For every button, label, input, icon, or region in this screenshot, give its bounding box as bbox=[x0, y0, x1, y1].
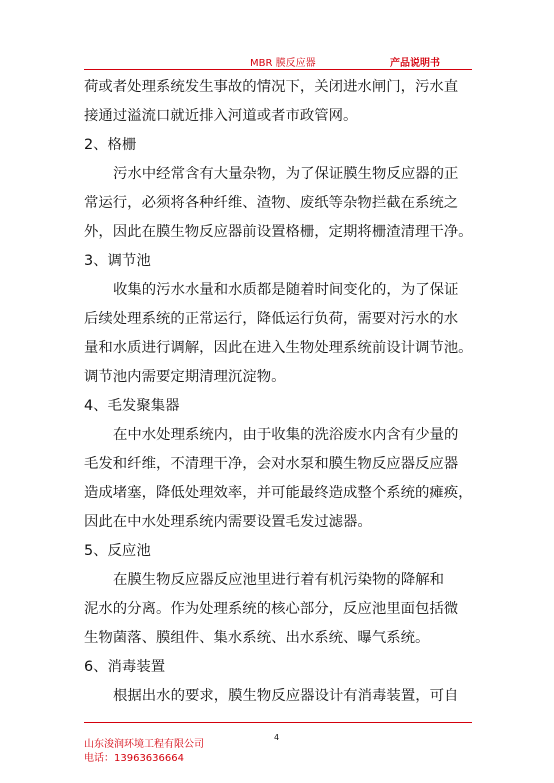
footer-divider bbox=[84, 722, 472, 723]
header-doc-type: 产品说明书 bbox=[390, 58, 440, 69]
page-number: 4 bbox=[274, 733, 280, 742]
section-heading: 3、调节池 bbox=[84, 253, 151, 269]
body-line: 收集的污水水量和水质都是随着时间变化的，为了保证 bbox=[113, 282, 459, 298]
body-line: 外，因此在膜生物反应器前设置格栅，定期将栅渣清理干净。 bbox=[84, 224, 473, 240]
body-line: 毛发和纤维，不清理干净，会对水泵和膜生物反应器反应器 bbox=[84, 456, 459, 472]
header-product-name: MBR 膜反应器 bbox=[250, 58, 316, 69]
body-line: 生物菌落、膜组件、集水系统、出水系统、曝气系统。 bbox=[84, 630, 430, 646]
body-line: 量和水质进行调解，因此在进入生物处理系统前设计调节池。 bbox=[84, 340, 473, 356]
body-line: 污水中经常含有大量杂物，为了保证膜生物反应器的正 bbox=[113, 166, 459, 182]
body-line: 在中水处理系统内，由于收集的洗浴废水内含有少量的 bbox=[113, 427, 459, 443]
footer-company: 山东浚润环境工程有限公司 bbox=[84, 739, 204, 750]
body-line: 因此在中水处理系统内需要设置毛发过滤器。 bbox=[84, 514, 372, 530]
body-line: 常运行，必须将各种纤维、渣物、废纸等杂物拦截在系统之 bbox=[84, 195, 459, 211]
body-line: 在膜生物反应器反应池里进行着有机污染物的降解和 bbox=[113, 572, 444, 588]
section-heading: 4、毛发聚集器 bbox=[84, 398, 180, 414]
body-line: 荷或者处理系统发生事故的情况下，关闭进水闸门，污水直 bbox=[84, 79, 459, 95]
document-body bbox=[84, 73, 474, 711]
section-heading: 5、反应池 bbox=[84, 543, 151, 559]
body-line: 根据出水的要求，膜生物反应器设计有消毒装置，可自 bbox=[113, 688, 459, 704]
body-line: 后续处理系统的正常运行，降低运行负荷，需要对污水的水 bbox=[84, 311, 459, 327]
body-line: 接通过溢流口就近排入河道或者市政管网。 bbox=[84, 108, 358, 124]
section-heading: 6、消毒装置 bbox=[84, 659, 166, 675]
body-line: 泥水的分离。作为处理系统的核心部分，反应池里面包括微 bbox=[84, 601, 459, 617]
footer-phone: 电话：13963636664 bbox=[84, 753, 184, 764]
body-line: 造成堵塞，降低处理效率，并可能最终造成整个系统的瘫痪， bbox=[84, 485, 473, 501]
page-header bbox=[84, 54, 472, 68]
section-heading: 2、格栅 bbox=[84, 137, 137, 153]
header-divider bbox=[84, 69, 472, 70]
body-line: 调节池内需要定期清理沉淀物。 bbox=[84, 369, 286, 385]
